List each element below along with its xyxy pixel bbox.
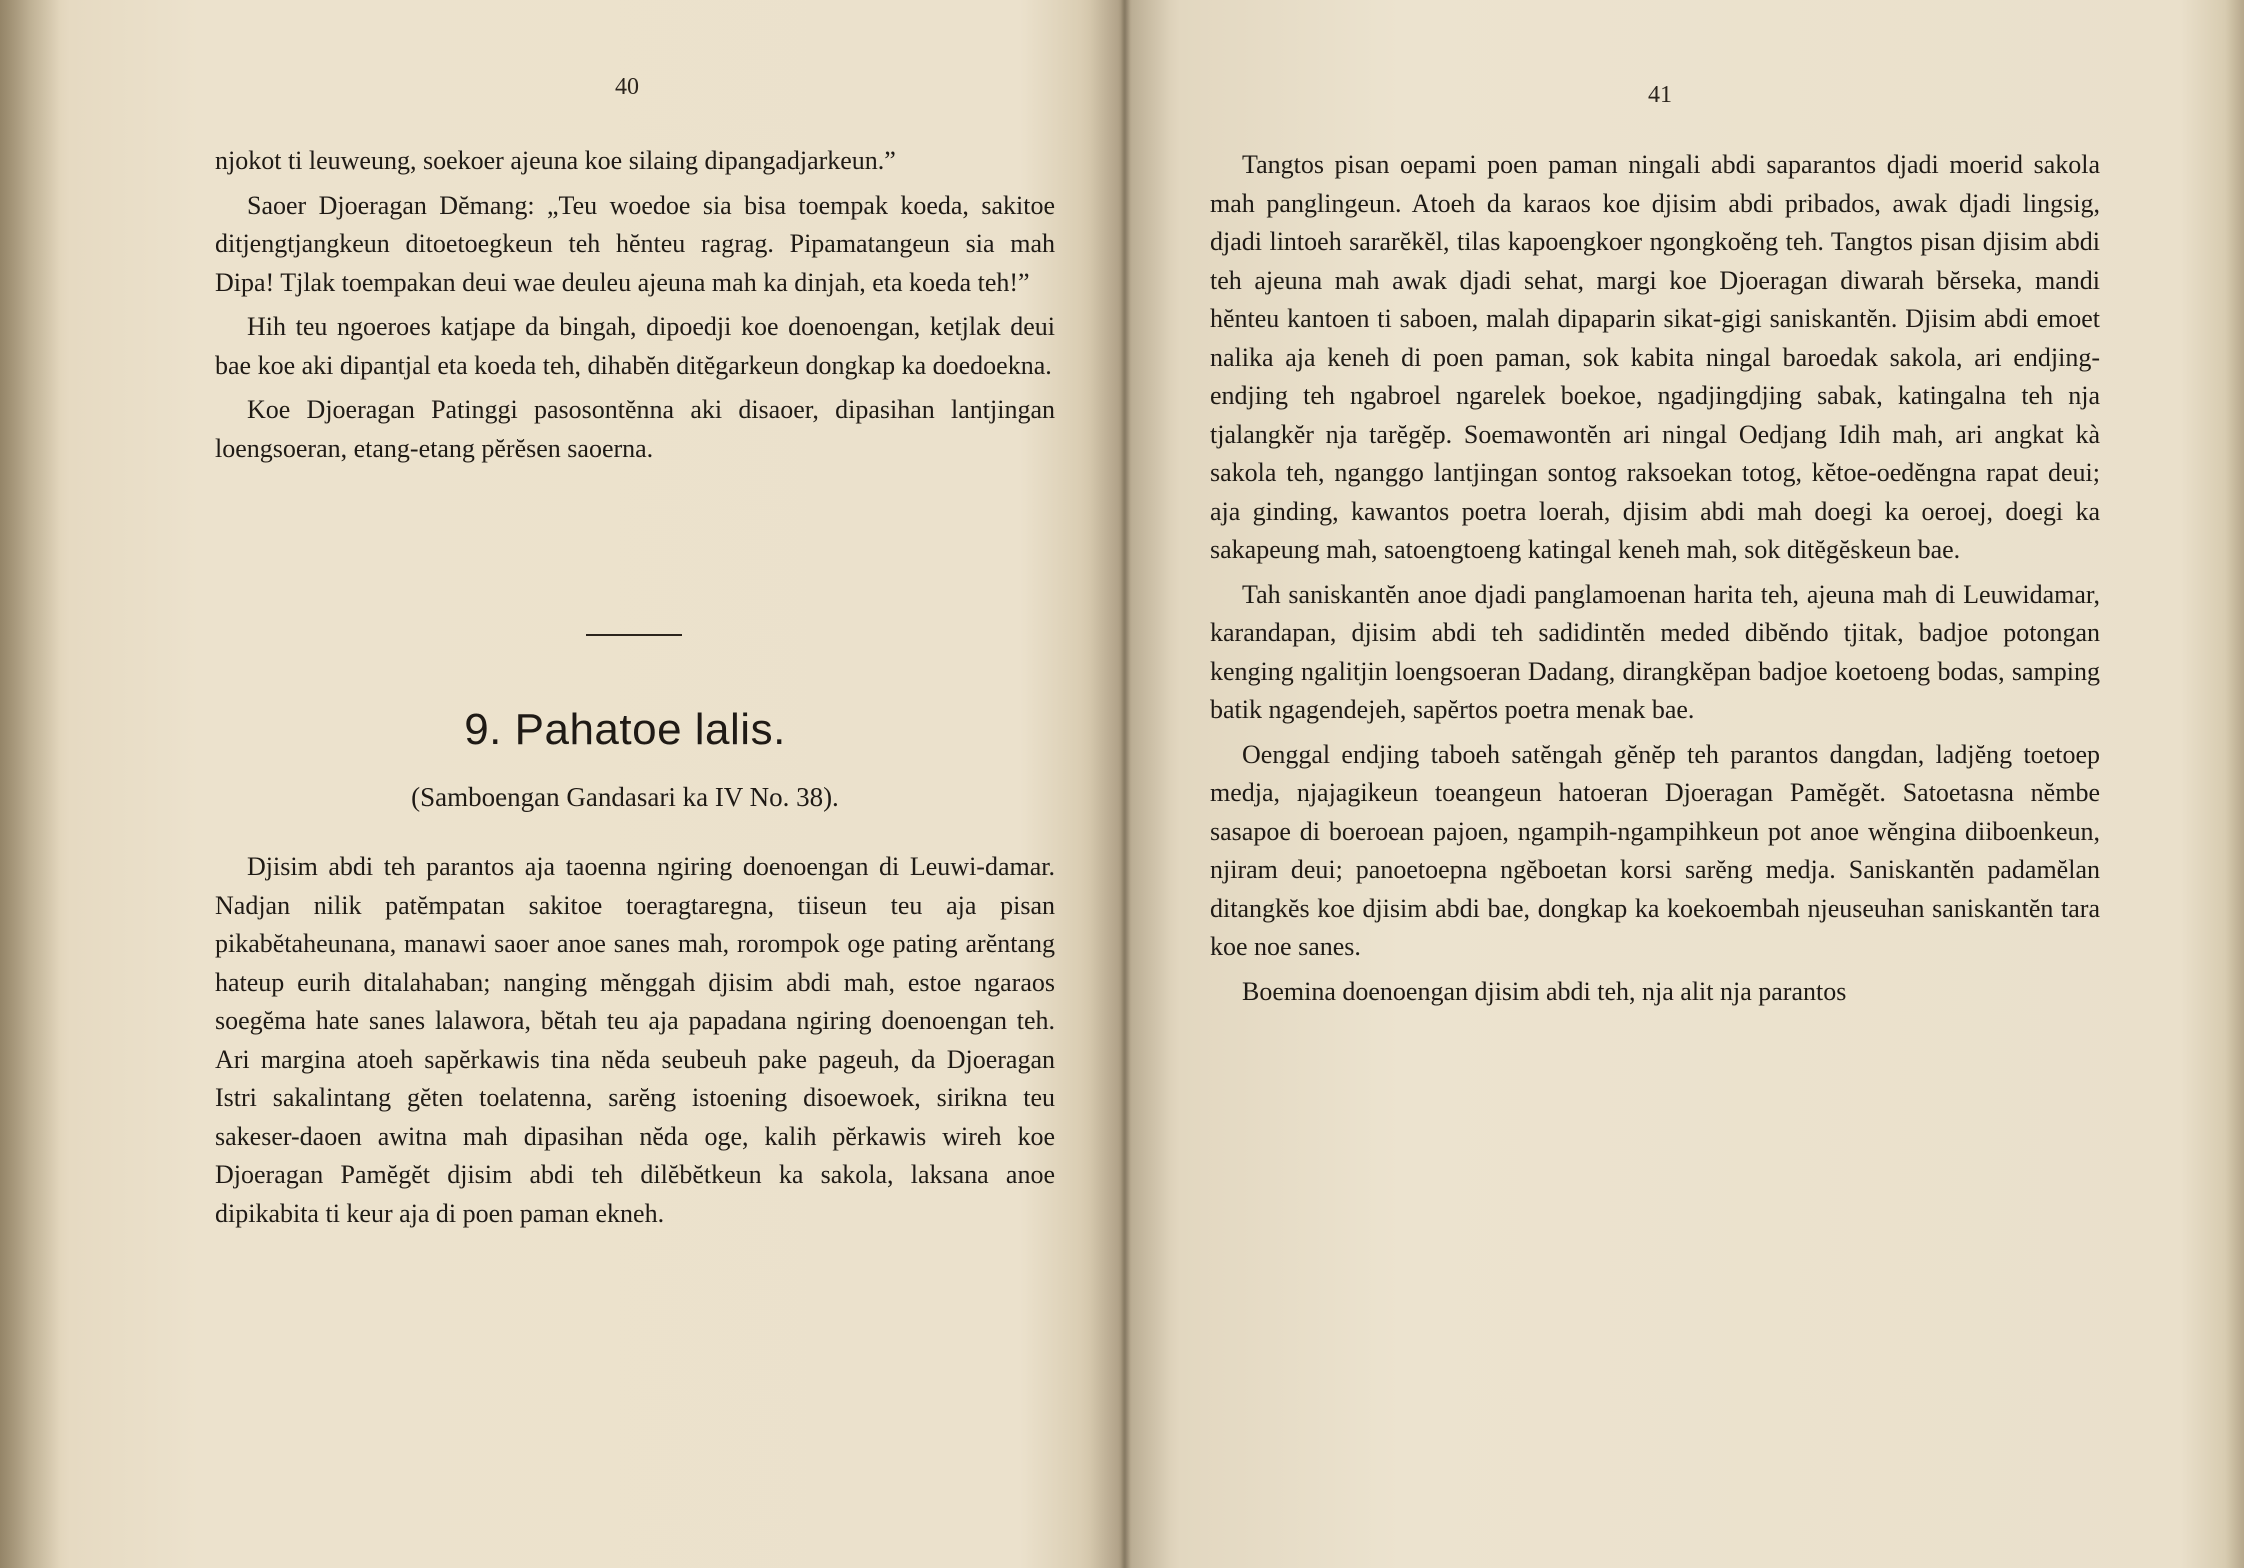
paragraph: Koe Djoeragan Patinggi pasosontĕnna aki disaoer, dipasihan lantjingan loengsoeran, etang-etang pĕrĕsen saoerna.: [215, 395, 1055, 463]
section-subtitle: (Samboengan Gandasari ka IV No. 38).: [411, 782, 839, 812]
paragraph: Tangtos pisan oepami poen paman ningali abdi saparantos djadi moerid sakola mah panglingeun. Atoeh da karaos koe djisim abdi pribados, awak djadi lingsig, djadi lintoeh sararĕkĕl, tilas kapoengkoer ngongkoĕng teh. Tangtos pisan djisim abdi teh ajeuna mah awak djadi sehat, margi koe Djoeragan diwarah bĕrseka, mandi hĕnteu kantoen ti saboen, malah dipaparin sikat-gigi saniskantĕn. Djisim abdi emoet nalika aja keneh di poen paman, sok kabita ningal baroedak sakola, ari endjing-endjing teh ngabroel ngarelek boekoe, ngadjingdjing sabak, katingalna teh nja tjalangkĕr nja tarĕgĕp. Soemawontĕn ari ningal Oedjang Idih mah, ari angkat kà sakola teh, nganggo lantjingan sontog raksoekan totog, kĕtoe-oedĕngna rapat deui; aja ginding, kawantos poetra loerah, djisim abdi mah doegi ka oeroej, doegi ka sakapeung mah, satoengtoeng katingal keneh mah, sok ditĕgĕskeun bae.: [1210, 150, 2100, 564]
left-bottom-text: [215, 848, 1055, 1233]
section-title: 9. Pahatoe lalis.: [464, 705, 786, 754]
right-page: [1124, 0, 2244, 1568]
left-page: [0, 0, 1120, 1568]
left-top-text: [215, 142, 1055, 468]
paragraph: Tah saniskantĕn anoe djadi panglamoenan harita teh, ajeuna mah di Leuwidamar, karandapan, djisim abdi teh sadidintĕn meded dibĕndo tjitak, badjoe potongan kenging ngalitjin loengsoeran Dadang, dirangkĕpan badjoe koetoeng bodas, samping batik ngagendejeh, sapĕrtos poetra menak bae.: [1210, 579, 2100, 724]
paragraph: Saoer Djoeragan Dĕmang: „Teu woedoe sia bisa toempak koeda, sakitoe ditjengtjangkeun ditoetoegkeun teh hĕnteu ragrag. Pipamatangeun sia mah Dipa! Tjlak toempakan deui wae deuleu ajeuna mah ka dinjah, eta koeda teh!”: [215, 190, 1055, 297]
paragraph: Djisim abdi teh parantos aja taoenna ngiring doenoengan di Leuwi-damar. Nadjan nilik patĕmpatan sakitoe toeragtaregna, tiiseun teu aja pisan pikabĕtaheunana, manawi saoer anoe sanes mah, rorompok oge pating arĕntang hateup eurih ditalahaban; nanging mĕnggah djisim abdi mah, estoe ngaraos soegĕma hate sanes lalawora, bĕtah teu aja papadana ngiring doenoengan teh. Ari margina atoeh sapĕrkawis tina nĕda seubeuh pake pageuh, da Djoeragan Istri sakalintang gĕten toelatenna, sarĕng istoening disoewoek, sirikna teu sakeser-daoen awitna mah dipasihan nĕda oge, kalih pĕrkawis wireh koe Djoeragan Pamĕgĕt djisim abdi teh dilĕbĕtkeun ka sakola, laksana anoe dipikabita ti keur aja di poen paman ekneh.: [215, 852, 1055, 1228]
section-divider: [586, 634, 682, 636]
right-main-text: [1210, 146, 2100, 1011]
paragraph: Boemina doenoengan djisim abdi teh, nja alit nja parantos: [1242, 976, 1847, 1006]
paragraph: Hih teu ngoeroes katjape da bingah, dipoedji koe doenoengan, ketjlak deui bae koe aki dipantjal eta koeda teh, dihabĕn ditĕgarkeun dongkap ka doedoekna.: [215, 312, 1055, 380]
page-number: 40: [615, 74, 639, 100]
paragraph: Oenggal endjing taboeh satĕngah gĕnĕp teh parantos dangdan, ladjĕng toetoep medja, njajagikeun toeangeun hatoeran Djoeragan Pamĕgĕt. Satoetasna nĕmbe sasapoe di boeroean pajoen, ngampih-ngampihkeun pot anoe wĕngina diiboenkeun, njiram deui; panoetoepna ngĕboetan korsi sarĕng medja. Saniskantĕn padamĕlan ditangkĕs koe djisim abdi bae, dongkap ka koekoembah njeuseuhan saniskantĕn tara koe noe sanes.: [1210, 739, 2100, 961]
paragraph: njokot ti leuweung, soekoer ajeuna koe silaing dipangadjarkeun.”: [215, 146, 896, 175]
page-number: 41: [1648, 82, 1672, 108]
